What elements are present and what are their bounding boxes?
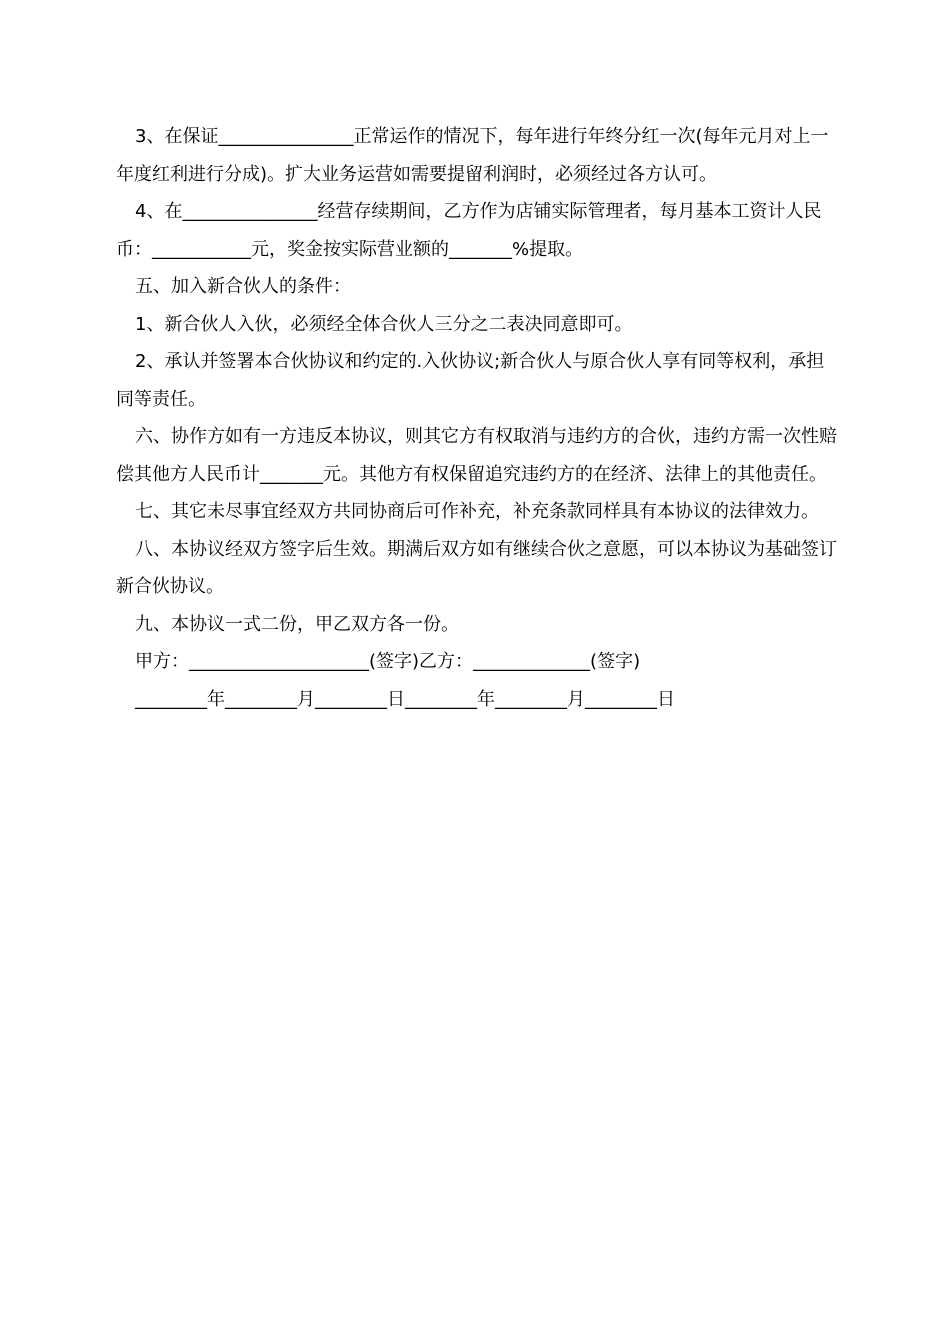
signature-line: 甲方：____________________(签字)乙方：_____________(签字) — [135, 651, 641, 672]
document-body — [116, 118, 838, 718]
clause-4-salary: 4、在_______________经营存续期间，乙方作为店铺实际管理者，每月基本工资计人民币：___________元，奖金按实际营业额的_______%提取。 — [116, 201, 822, 260]
section-7-supplement: 七、其它未尽事宜经双方共同协商后可作补充，补充条款同样具有本协议的法律效力。 — [135, 501, 819, 522]
clause-3-dividend: 3、在保证_______________正常运作的情况下，每年进行年终分红一次(每年元月对上一年度红利进行分成)。扩大业务运营如需要提留利润时，必须经过各方认可。 — [116, 126, 829, 185]
section-5-item-2: 2、承认并签署本合伙协议和约定的.入伙协议;新合伙人与原合伙人享有同等权利，承担同等责任。 — [116, 351, 825, 410]
section-8-effective: 八、本协议经双方签字后生效。期满后双方如有继续合伙之意愿，可以本协议为基础签订新合伙协议。 — [116, 538, 837, 597]
section-5-heading: 五、加入新合伙人的条件： — [135, 276, 351, 297]
section-9-copies: 九、本协议一式二份，甲乙双方各一份。 — [135, 613, 459, 635]
section-6-breach: 六、协作方如有一方违反本协议，则其它方有权取消与违约方的合伙，违约方需一次性赔偿其他方人民币计_______元。其他方有权保留追究违约方的在经济、法律上的其他责任。 — [116, 426, 837, 485]
date-line: ________年________月________日________年________月________日 — [135, 688, 675, 710]
section-5-item-1: 1、新合伙人入伙，必须经全体合伙人三分之二表决同意即可。 — [135, 313, 633, 335]
